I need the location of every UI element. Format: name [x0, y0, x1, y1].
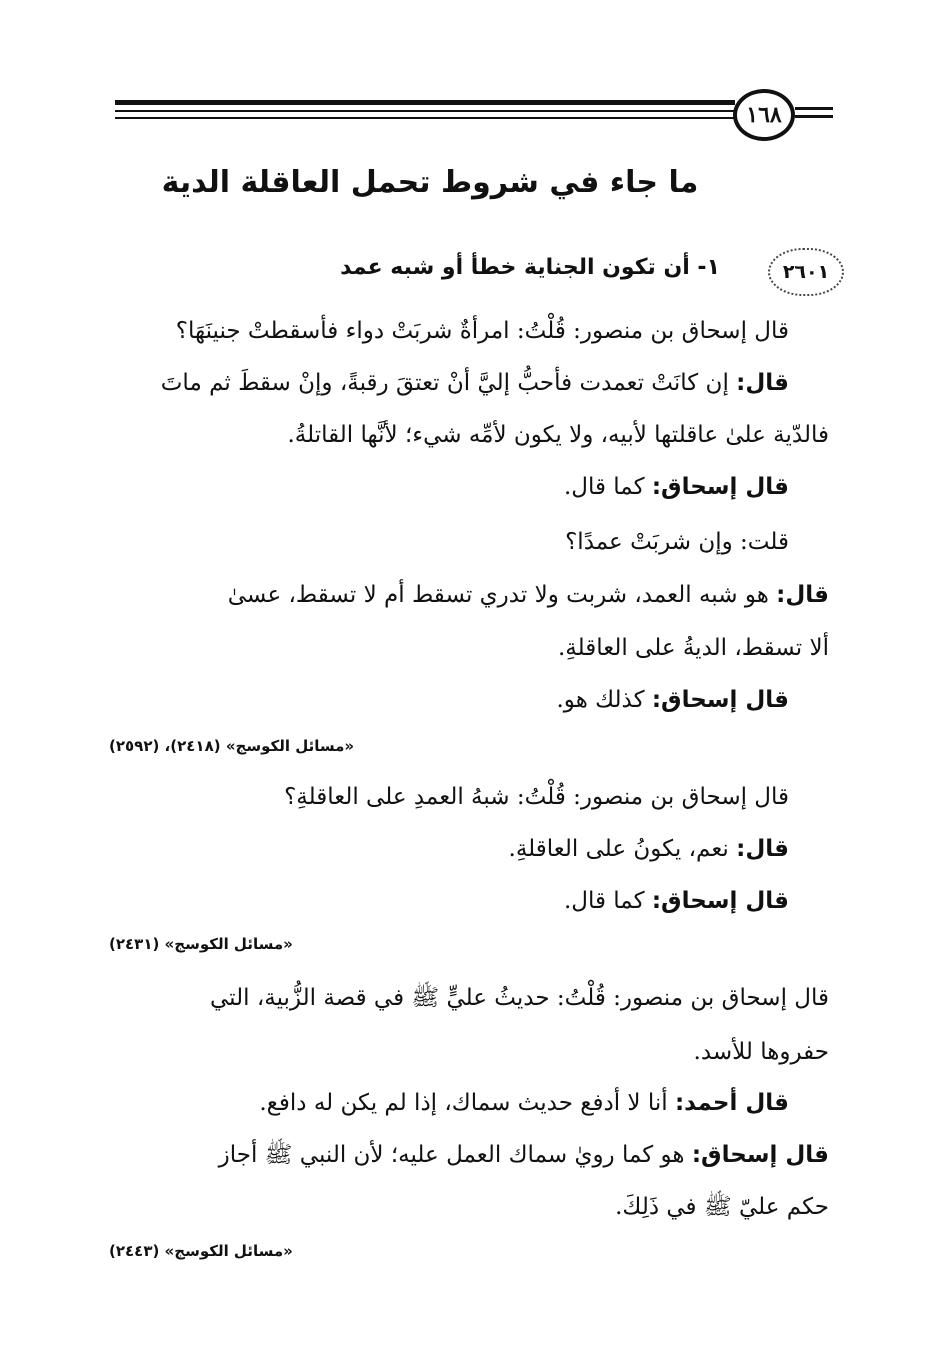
- text-line: حكم عليّ ﷺ في ذَلِكَ.: [615, 1194, 829, 1220]
- hadith-number-badge: ٢٦٠١: [768, 248, 844, 296]
- text-line: قال: إن كانَتْ تعمدت فأحبُّ إليَّ أنْ تعتقَ رقبةً، وإنْ سقطَ ثم ماتَ: [160, 370, 789, 396]
- text-line: قال إسحاق: كما قال.: [563, 474, 789, 500]
- text-line: قال إسحاق: هو كما رويٰ سماك العمل عليه؛ لأن النبي ﷺ أجاز: [218, 1142, 829, 1168]
- section-heading: ١- أن تكون الجناية خطأ أو شبه عمد: [340, 255, 720, 280]
- text-line: قال إسحاق بن منصور: قُلْتُ: حديثُ عليٍّ ﷺ في قصة الزُّبية، التي: [210, 985, 829, 1011]
- text-line: قال إسحاق بن منصور: قُلْتُ: امرأةٌ شربَتْ دواء فأسقطتْ جنينَهَا؟: [175, 318, 789, 344]
- text-line: قال: نعم، يكونُ على العاقلةِ.: [508, 836, 789, 862]
- reference-note: «مسائل الكوسج» (٢٤٤٣): [109, 1242, 293, 1260]
- header-rule-right-top: [795, 107, 833, 110]
- text-line: قال إسحاق: كذلك هو.: [556, 687, 789, 713]
- header-rule-thin-bottom: [115, 117, 735, 119]
- chapter-title: ما جاء في شروط تحمل العاقلة الدية: [161, 165, 699, 200]
- header-rule-right-bottom: [795, 115, 833, 118]
- reference-note: «مسائل الكوسج» (٢٤٣١): [109, 935, 293, 953]
- text-line: حفروها للأسد.: [693, 1039, 829, 1065]
- text-line: قال إسحاق: كما قال.: [563, 888, 789, 914]
- page-number: ١٦٨: [733, 89, 795, 141]
- header-rule-thick: [115, 100, 735, 105]
- text-line: قلت: وإن شربَتْ عمدًا؟: [565, 529, 789, 555]
- text-line: ألا تسقط، الديةُ على العاقلةِ.: [557, 635, 829, 661]
- text-line: فالدّية علىٰ عاقلتها لأبيه، ولا يكون لأمِّه شيء؛ لأنَّها القاتلةُ.: [287, 422, 829, 448]
- page-header: [0, 0, 939, 160]
- text-line: قال أحمد: أنا لا أدفع حديث سماك، إذا لم يكن له دافع.: [259, 1090, 789, 1116]
- reference-note: «مسائل الكوسج» (٢٤١٨)، (٢٥٩٢): [109, 737, 355, 755]
- text-line: قال إسحاق بن منصور: قُلْتُ: شبهُ العمدِ على العاقلةِ؟: [284, 784, 789, 810]
- text-line: قال: هو شبه العمد، شربت ولا تدري تسقط أم لا تسقط، عسىٰ: [227, 582, 829, 608]
- header-rule-thin-top: [115, 110, 735, 112]
